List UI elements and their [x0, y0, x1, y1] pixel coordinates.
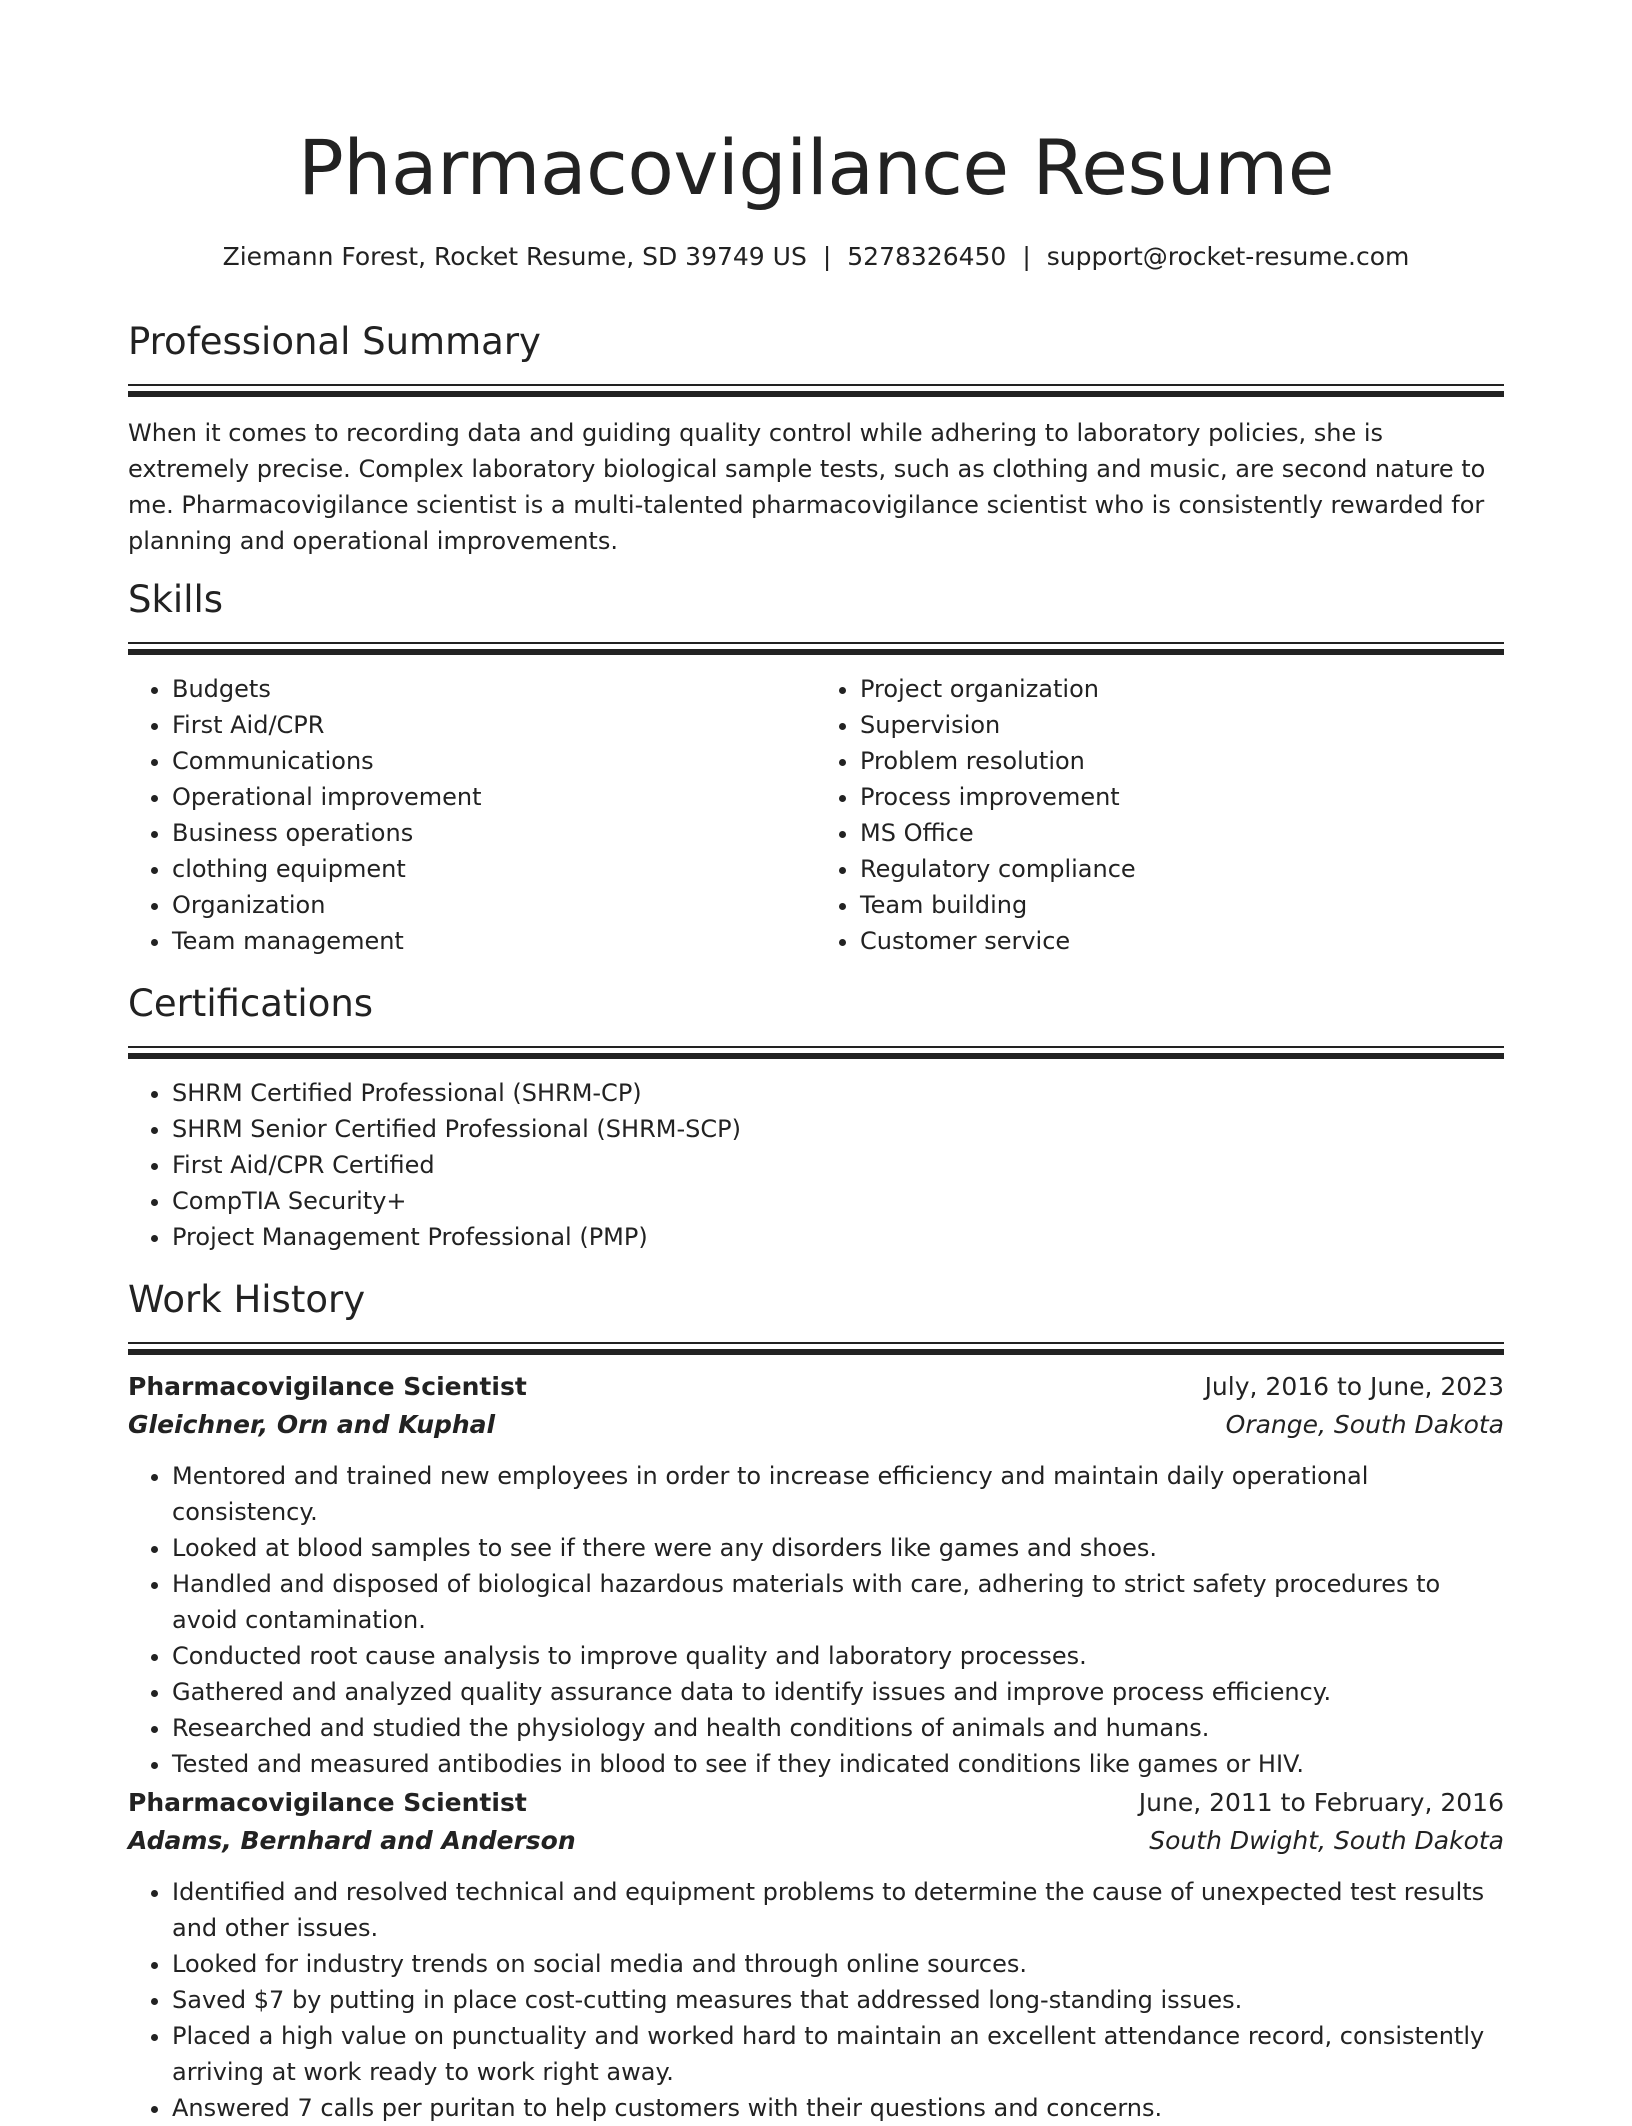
section-title-summary: Professional Summary — [128, 320, 541, 363]
skill-item: • Customer service — [860, 923, 1504, 959]
work-history-section — [128, 1276, 1504, 1355]
job-location: Orange, South Dakota — [1225, 1410, 1504, 1439]
contact-address: Ziemann Forest, Rocket Resume, SD 39749 US — [222, 242, 807, 271]
job-title: Pharmacovigilance Scientist — [128, 1372, 527, 1401]
certifications-list — [128, 1075, 1504, 1255]
skill-item: • Budgets — [172, 671, 816, 707]
section-divider — [128, 1046, 1504, 1048]
contact-separator: | — [822, 242, 832, 271]
skill-item: • MS Office — [860, 815, 1504, 851]
job-bullet: • Mentored and trained new employees in order to increase efficiency and maintain daily operational consistency. — [172, 1458, 1504, 1530]
job-bullet: • Gathered and analyzed quality assurance data to identify issues and improve process efficiency. — [172, 1674, 1504, 1710]
contact-phone: 5278326450 — [847, 242, 1007, 271]
skill-item: • Business operations — [172, 815, 816, 851]
section-divider — [128, 1053, 1504, 1059]
job-bullet: • Placed a high value on punctuality and worked hard to maintain an excellent attendance record, consistently arriving at work ready to work right away. — [172, 2018, 1504, 2090]
skill-item: • Communications — [172, 743, 816, 779]
contact-line — [128, 240, 1504, 274]
job-entry — [128, 1368, 1504, 1782]
certification-item: • SHRM Certified Professional (SHRM-CP) — [172, 1075, 1504, 1111]
skill-item: • clothing equipment — [172, 851, 816, 887]
job-bullet: • Answered 7 calls per puritan to help customers with their questions and concerns. — [172, 2090, 1504, 2126]
certification-item: • CompTIA Security+ — [172, 1183, 1504, 1219]
section-title-certifications: Certifications — [128, 982, 374, 1025]
skill-item: • First Aid/CPR — [172, 707, 816, 743]
job-bullet: • Looked for industry trends on social media and through online sources. — [172, 1946, 1504, 1982]
section-divider — [128, 1342, 1504, 1344]
job-location: South Dwight, South Dakota — [1149, 1826, 1504, 1855]
job-company: Gleichner, Orn and Kuphal — [128, 1410, 496, 1439]
skills-columns — [128, 671, 1504, 959]
certifications-section — [128, 980, 1504, 1255]
skills-list-left — [128, 671, 816, 959]
job-bullet: • Identified and resolved technical and equipment problems to determine the cause of unexpected test results and other issues. — [172, 1874, 1504, 1946]
job-bullet: • Researched and studied the physiology and health conditions of animals and humans. — [172, 1710, 1504, 1746]
job-header-row — [128, 1368, 1504, 1406]
section-title-work-history: Work History — [128, 1278, 366, 1321]
job-header-row — [128, 1784, 1504, 1822]
certification-item: • First Aid/CPR Certified — [172, 1147, 1504, 1183]
skill-item: • Regulatory compliance — [860, 851, 1504, 887]
resume-title: Pharmacovigilance Resume — [297, 123, 1335, 212]
section-divider — [128, 384, 1504, 386]
job-dates: July, 2016 to June, 2023 — [1204, 1372, 1504, 1401]
skill-item: • Team building — [860, 887, 1504, 923]
skills-section — [128, 576, 1504, 959]
section-divider — [128, 649, 1504, 655]
job-company: Adams, Bernhard and Anderson — [128, 1826, 576, 1855]
contact-email: support@rocket-resume.com — [1046, 242, 1410, 271]
summary-section — [128, 318, 1504, 559]
job-company-row — [128, 1406, 1504, 1444]
section-divider — [128, 1349, 1504, 1355]
job-bullet: • Saved $7 by putting in place cost-cutting measures that addressed long-standing issues. — [172, 1982, 1504, 2018]
job-title: Pharmacovigilance Scientist — [128, 1788, 527, 1817]
skill-item: • Operational improvement — [172, 779, 816, 815]
job-bullet: • Handled and disposed of biological hazardous materials with care, adhering to strict safety procedures to avoid contamination. — [172, 1566, 1504, 1638]
skills-list-right — [816, 671, 1504, 959]
job-bullets — [128, 1874, 1504, 2126]
skill-item: • Supervision — [860, 707, 1504, 743]
job-bullet: • Conducted root cause analysis to improve quality and laboratory processes. — [172, 1638, 1504, 1674]
job-bullet: • Tested and measured antibodies in blood to see if they indicated conditions like games or HIV. — [172, 1746, 1504, 1782]
job-bullets — [128, 1458, 1504, 1782]
skill-item: • Team management — [172, 923, 816, 959]
contact-separator: | — [1022, 242, 1031, 271]
section-divider — [128, 642, 1504, 644]
job-entry — [128, 1784, 1504, 2126]
job-company-row — [128, 1822, 1504, 1860]
section-divider — [128, 391, 1504, 397]
section-title-skills: Skills — [128, 578, 224, 621]
job-bullet: • Looked at blood samples to see if there were any disorders like games and shoes. — [172, 1530, 1504, 1566]
summary-text: When it comes to recording data and guiding quality control while adhering to laboratory policies, she is extremely precise. Complex laboratory biological sample tests, such as clothing and music, are second nature to me. Pharmacovigilance scientist is a multi-talented pharmacovigilance scientist who is consistently rewarded for planning and operational improvements. — [128, 419, 1486, 555]
skill-item: • Organization — [172, 887, 816, 923]
certification-item: • SHRM Senior Certified Professional (SHRM-SCP) — [172, 1111, 1504, 1147]
job-dates: June, 2011 to February, 2016 — [1138, 1788, 1504, 1817]
skill-item: • Problem resolution — [860, 743, 1504, 779]
certification-item: • Project Management Professional (PMP) — [172, 1219, 1504, 1255]
skill-item: • Process improvement — [860, 779, 1504, 815]
skill-item: • Project organization — [860, 671, 1504, 707]
